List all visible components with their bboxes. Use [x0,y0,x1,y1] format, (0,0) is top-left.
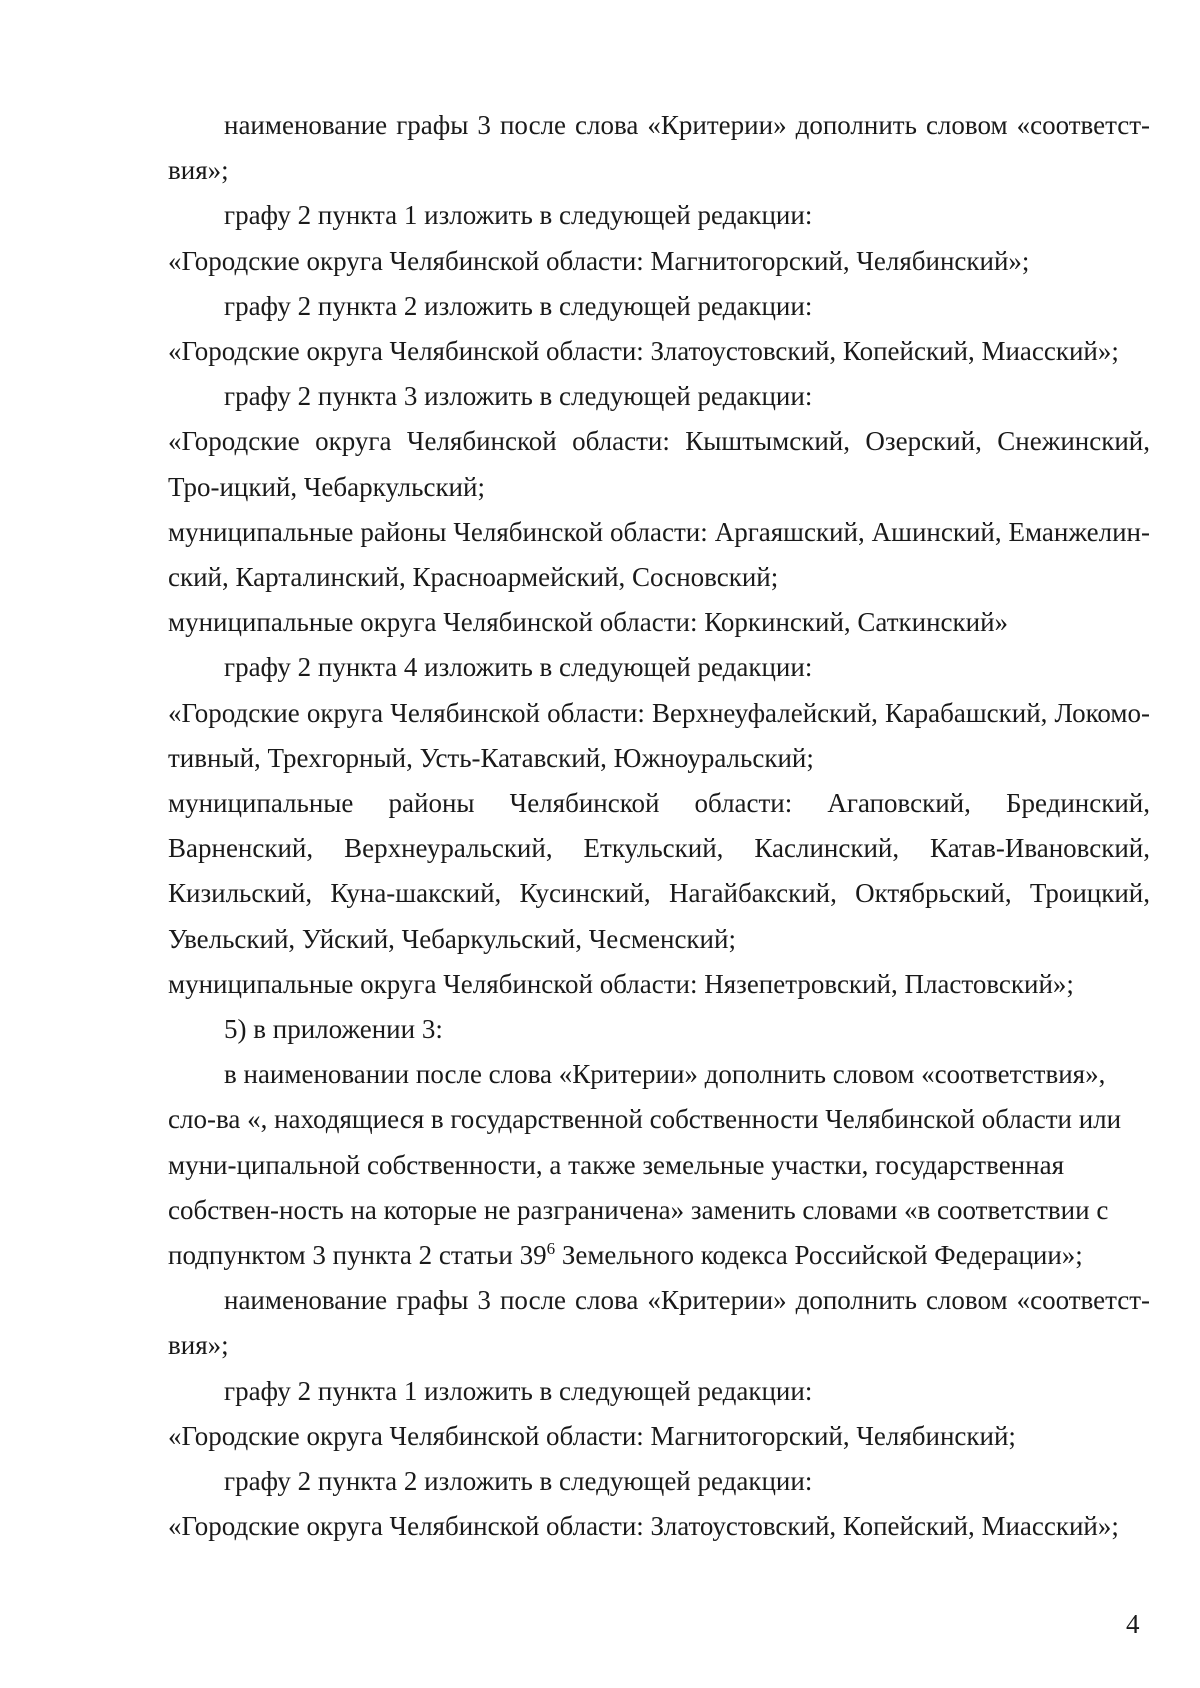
paragraph: «Городские округа Челябинской области: Златоустовский, Копейский, Миасский»; [168,1511,1119,1542]
paragraph: муниципальные округа Челябинской области: Коркинский, Саткинский» [168,607,1009,638]
paragraph-text: в наименовании после слова «Критерии» дополнить словом «соответствия», сло-ва «, находящиеся в государственной собственности Челябинской области или муни-ципальной собственности, а также земельные участки, государственная собствен-ность на которые не разграничена» заменить словами «в соответствии с подпунктом 3 пункта 2 статьи 39 [168,1059,1122,1271]
paragraph: «Городские округа Челябинской области: Верхнеуфалейский, Карабашский, Локомо-тивный, Трехгорный, Усть-Катавский, Южноуральский; [168,697,1150,773]
superscript: 6 [546,1239,556,1259]
paragraph: «Городские округа Челябинской области: Златоустовский, Копейский, Миасский»; [168,336,1119,367]
paragraph: графу 2 пункта 1 изложить в следующей редакции: [224,200,813,231]
document-body [168,103,1150,1550]
paragraph-with-superscript [168,1052,1150,1278]
paragraph: наименование графы 3 после слова «Критерии» дополнить словом «соответст-вия»; [168,1285,1150,1361]
paragraph: графу 2 пункта 2 изложить в следующей редакции: [224,1466,813,1497]
paragraph: графу 2 пункта 1 изложить в следующей редакции: [224,1375,813,1406]
page-number: 4 [1126,1609,1140,1639]
paragraph-text: Земельного кодекса Российской Федерации»; [555,1240,1083,1271]
paragraph: «Городские округа Челябинской области: Магнитогорский, Челябинский; [168,1420,1016,1451]
paragraph: «Городские округа Челябинской области: Магнитогорский, Челябинский»; [168,245,1030,276]
paragraph: 5) в приложении 3: [224,1014,443,1045]
paragraph: «Городские округа Челябинской области: Кыштымский, Озерский, Снежинский, Тро-ицкий, Чебаркульский; [168,426,1150,502]
paragraph: муниципальные районы Челябинской области: Агаповский, Брединский, Варненский, Верхнеуральский, Еткульский, Каслинский, Катав-Ивановский, Кизильский, Куна-шакский, Кусинский, Нагайбакский, Октябрьский, Троицкий, Увельский, Уйский, Чебаркульский, Чесменский; [168,788,1150,954]
paragraph: наименование графы 3 после слова «Критерии» дополнить словом «соответст-вия»; [168,110,1150,186]
paragraph: муниципальные районы Челябинской области: Аргаяшский, Ашинский, Еманжелин-ский, Карталинский, Красноармейский, Сосновский; [168,516,1150,593]
paragraph: графу 2 пункта 4 изложить в следующей редакции: [224,652,813,683]
paragraph: графу 2 пункта 3 изложить в следующей редакции: [224,381,813,412]
paragraph: графу 2 пункта 2 изложить в следующей редакции: [224,290,813,321]
paragraph: муниципальные округа Челябинской области: Нязепетровский, Пластовский»; [168,968,1074,999]
